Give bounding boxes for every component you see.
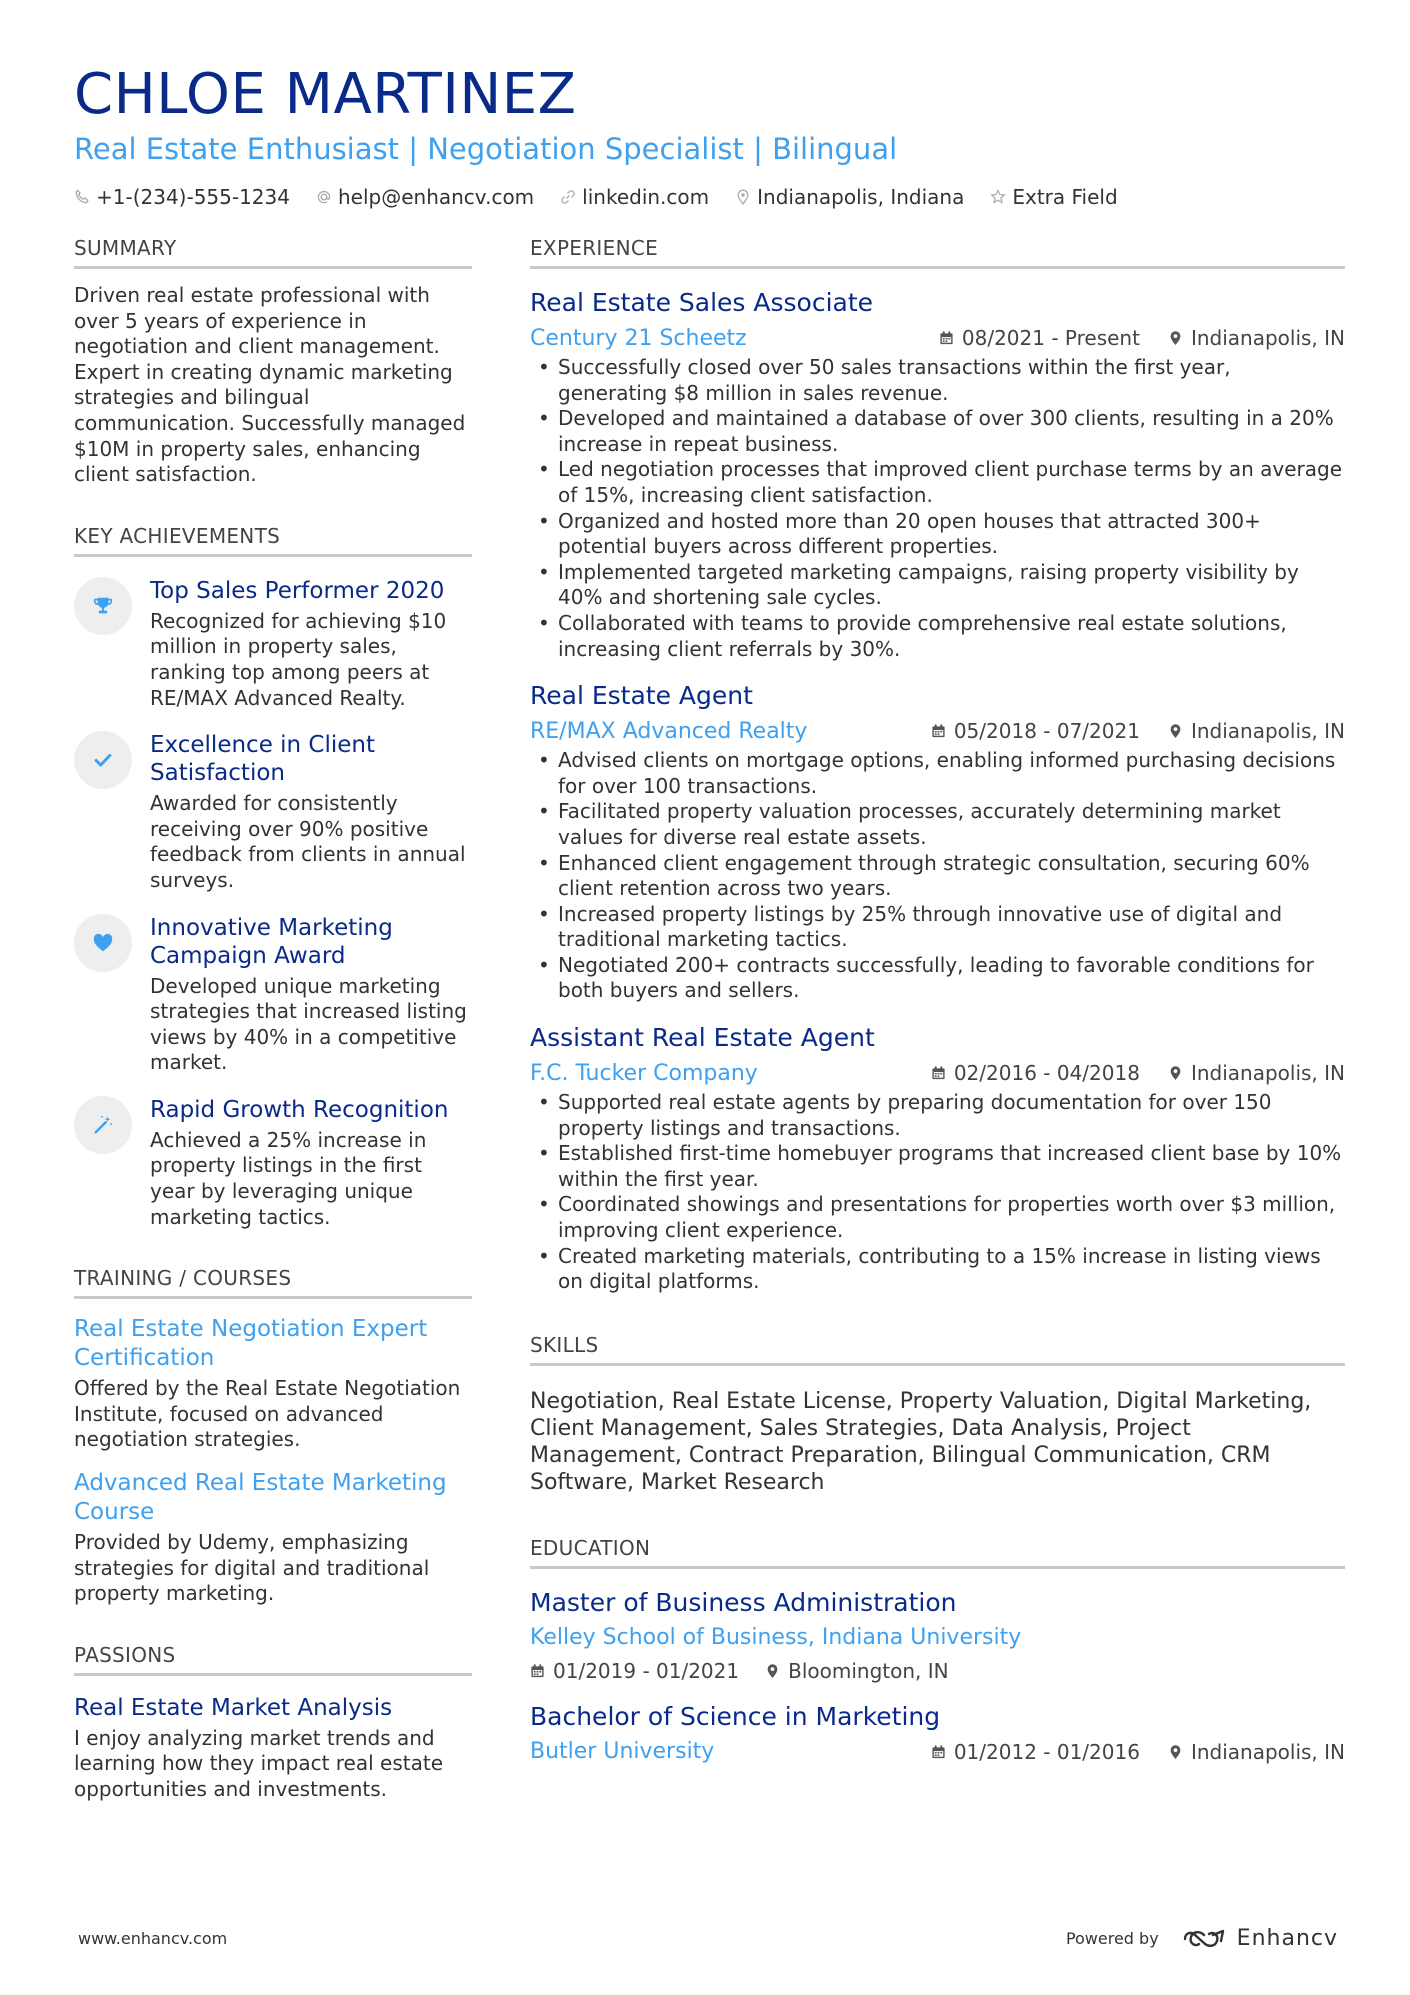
magic-wand-icon	[74, 1096, 132, 1154]
calendar-icon	[931, 1065, 946, 1081]
course-desc: Offered by the Real Estate Negotiation Institute, focused on advanced negotiation strategies.	[74, 1376, 461, 1452]
phone-icon	[74, 189, 90, 205]
skills-list: Negotiation, Real Estate License, Property Valuation, Digital Marketing, Client Management, Sales Strategies, Data Analysis, Project Management, Contract Preparation, Bilingual Communication, CRM Software, Market Research	[530, 1388, 1312, 1495]
bullet-item: • Increased property listings by 25% through innovative use of digital and traditional marketing tactics.	[530, 902, 1345, 953]
achievement-desc: Developed unique marketing strategies that increased listing views by 40% in a competitive market.	[150, 973, 467, 1075]
location-pin-icon	[1168, 723, 1183, 739]
bullet-item: • Organized and hosted more than 20 open houses that attracted 300+ potential buyers across different properties.	[530, 509, 1345, 560]
contact-email[interactable]	[316, 185, 534, 209]
powered-by-label: Powered by	[1065, 1929, 1159, 1948]
bullet-item: • Led negotiation processes that improved client purchase terms by an average of 15%, increasing client satisfaction.	[530, 457, 1345, 508]
achievement-item	[74, 731, 472, 893]
job-title: Assistant Real Estate Agent	[530, 1023, 875, 1053]
link-icon	[560, 189, 576, 205]
enhancv-brand-text: Enhancv	[1236, 1926, 1338, 1951]
experience-section	[530, 236, 1345, 1295]
education-section	[530, 1536, 1345, 1767]
contact-location	[735, 185, 964, 209]
right-column	[530, 236, 1345, 1803]
achievement-title: Excellence in Client Satisfaction	[150, 732, 376, 787]
job-location: Indianapolis, IN	[1168, 326, 1345, 350]
checkmark-icon	[74, 731, 132, 789]
job-entry	[530, 1022, 1345, 1295]
education-location: Bloomington, IN	[765, 1659, 949, 1683]
contact-extra-text: Extra Field	[1012, 185, 1118, 209]
degree-title: Master of Business Administration	[530, 1587, 957, 1617]
location-pin-icon	[1168, 330, 1183, 346]
bullet-item: • Developed and maintained a database of over 300 clients, resulting in a 20% increase in repeat business.	[530, 406, 1345, 457]
course-item	[74, 1315, 472, 1453]
job-bullets	[530, 355, 1345, 662]
achievement-title: Rapid Growth Recognition	[150, 1096, 449, 1123]
job-entry	[530, 287, 1345, 662]
bullet-item: • Implemented targeted marketing campaigns, raising property visibility by 40% and shortening sale cycles.	[530, 560, 1345, 611]
achievement-desc: Achieved a 25% increase in property listings in the first year by leveraging unique marketing tactics.	[150, 1127, 427, 1229]
education-entry	[530, 1587, 1345, 1683]
skills-heading: SKILLS	[530, 1333, 1345, 1366]
contact-linkedin[interactable]	[560, 185, 709, 209]
calendar-icon	[931, 1744, 946, 1760]
location-pin-icon	[765, 1663, 780, 1679]
left-column	[74, 236, 472, 1839]
education-dates: 01/2012 - 01/2016	[931, 1740, 1140, 1764]
training-section	[74, 1266, 472, 1607]
bullet-item: • Enhanced client engagement through strategic consultation, securing 60% client retention across two years.	[530, 851, 1345, 902]
summary-section	[74, 236, 472, 488]
education-heading: EDUCATION	[530, 1536, 1345, 1569]
skills-section	[530, 1333, 1345, 1496]
footer-url[interactable]: www.enhancv.com	[78, 1929, 228, 1948]
location-icon	[735, 189, 751, 205]
bullet-item: • Collaborated with teams to provide comprehensive real estate solutions, increasing client referrals by 30%.	[530, 611, 1345, 662]
job-entry	[530, 680, 1345, 1004]
calendar-icon	[931, 723, 946, 739]
job-dates: 08/2021 - Present	[939, 326, 1140, 350]
achievement-item	[74, 1096, 472, 1230]
education-location: Indianapolis, IN	[1168, 1740, 1345, 1764]
bullet-item: • Established first-time homebuyer programs that increased client base by 10% within the first year.	[530, 1141, 1345, 1192]
job-title: Real Estate Sales Associate	[530, 288, 874, 317]
contact-location-text: Indianapolis, Indiana	[757, 185, 965, 209]
achievement-desc: Awarded for consistently receiving over 90% positive feedback from clients in annual surveys.	[150, 791, 466, 892]
resume-header	[74, 62, 1344, 212]
achievements-heading: KEY ACHIEVEMENTS	[74, 524, 472, 557]
page-footer	[78, 1926, 1338, 1951]
contact-email-text: help@enhancv.com	[337, 185, 535, 209]
job-bullets	[530, 748, 1345, 1004]
summary-heading: SUMMARY	[74, 236, 472, 269]
job-company: Century 21 Scheetz	[530, 325, 747, 351]
achievement-item	[74, 577, 472, 711]
location-pin-icon	[1168, 1065, 1183, 1081]
bullet-item: • Successfully closed over 50 sales transactions within the first year, generating $8 million in sales revenue.	[530, 355, 1345, 406]
education-dates: 01/2019 - 01/2021	[530, 1659, 739, 1683]
bullet-item: • Negotiated 200+ contracts successfully, leading to favorable conditions for both buyers and sellers.	[530, 953, 1345, 1004]
star-icon	[990, 189, 1006, 205]
degree-title: Bachelor of Science in Marketing	[530, 1701, 941, 1731]
contact-bar	[74, 182, 1344, 212]
course-item	[74, 1469, 472, 1607]
bullet-item: • Advised clients on mortgage options, enabling informed purchasing decisions for over 100 transactions.	[530, 748, 1345, 799]
job-title: Real Estate Agent	[530, 681, 753, 711]
achievement-title: Innovative Marketing Campaign Award	[150, 914, 393, 969]
experience-heading: EXPERIENCE	[530, 236, 1345, 269]
job-dates: 05/2018 - 07/2021	[931, 719, 1140, 743]
job-bullets	[530, 1090, 1345, 1295]
location-pin-icon	[1168, 1744, 1183, 1760]
bullet-item: • Supported real estate agents by preparing documentation for over 150 property listings and transactions.	[530, 1090, 1345, 1141]
bullet-item: • Coordinated showings and presentations for properties worth over $3 million, improving client experience.	[530, 1192, 1345, 1243]
school-name: Kelley School of Business, Indiana University	[530, 1624, 1022, 1650]
calendar-icon	[939, 330, 954, 346]
passion-desc: I enjoy analyzing market trends and learning how they impact real estate opportunities and investments.	[74, 1725, 444, 1801]
school-name: Butler University	[530, 1739, 715, 1765]
contact-extra	[990, 185, 1117, 209]
achievement-title: Top Sales Performer 2020	[150, 577, 445, 604]
summary-text: Driven real estate professional with over 5 years of experience in negotiation and client management. Expert in creating dynamic marketing strategies and bilingual communication. Successfully managed $10M in property sales, enhancing client satisfaction.	[74, 283, 466, 487]
heart-icon	[74, 914, 132, 972]
powered-by	[1066, 1926, 1338, 1951]
contact-phone	[74, 185, 290, 209]
at-icon	[316, 189, 332, 205]
candidate-tagline: Real Estate Enthusiast | Negotiation Specialist | Bilingual	[74, 132, 898, 166]
job-location: Indianapolis, IN	[1168, 719, 1345, 743]
candidate-name: CHLOE MARTINEZ	[74, 62, 577, 127]
course-title: Advanced Real Estate Marketing Course	[74, 1470, 447, 1525]
calendar-icon	[530, 1663, 545, 1679]
job-company: F.C. Tucker Company	[530, 1060, 758, 1086]
course-title: Real Estate Negotiation Expert Certification	[74, 1316, 428, 1371]
bullet-item: • Created marketing materials, contributing to a 15% increase in listing views on digital platforms.	[530, 1244, 1345, 1295]
contact-phone-text: +1-(234)-555-1234	[96, 185, 290, 209]
job-dates: 02/2016 - 04/2018	[931, 1061, 1140, 1085]
passion-title: Real Estate Market Analysis	[74, 1694, 393, 1721]
contact-linkedin-text: linkedin.com	[582, 185, 710, 209]
education-entry	[530, 1701, 1345, 1767]
enhancv-logo[interactable]	[1181, 1926, 1338, 1951]
enhancv-logo-icon	[1181, 1927, 1227, 1951]
training-heading: TRAINING / COURSES	[74, 1266, 472, 1299]
course-desc: Provided by Udemy, emphasizing strategies for digital and traditional property marketing.	[74, 1530, 430, 1606]
passions-heading: PASSIONS	[74, 1643, 472, 1676]
bullet-item: • Facilitated property valuation processes, accurately determining market values for diverse real estate assets.	[530, 799, 1345, 850]
achievements-section	[74, 524, 472, 1231]
achievement-desc: Recognized for achieving $10 million in property sales, ranking top among peers at RE/MAX Advanced Realty.	[150, 608, 447, 710]
achievement-item	[74, 914, 472, 1076]
job-location: Indianapolis, IN	[1168, 1061, 1345, 1085]
job-company: RE/MAX Advanced Realty	[530, 718, 808, 744]
passions-section	[74, 1643, 472, 1803]
trophy-icon	[74, 577, 132, 635]
